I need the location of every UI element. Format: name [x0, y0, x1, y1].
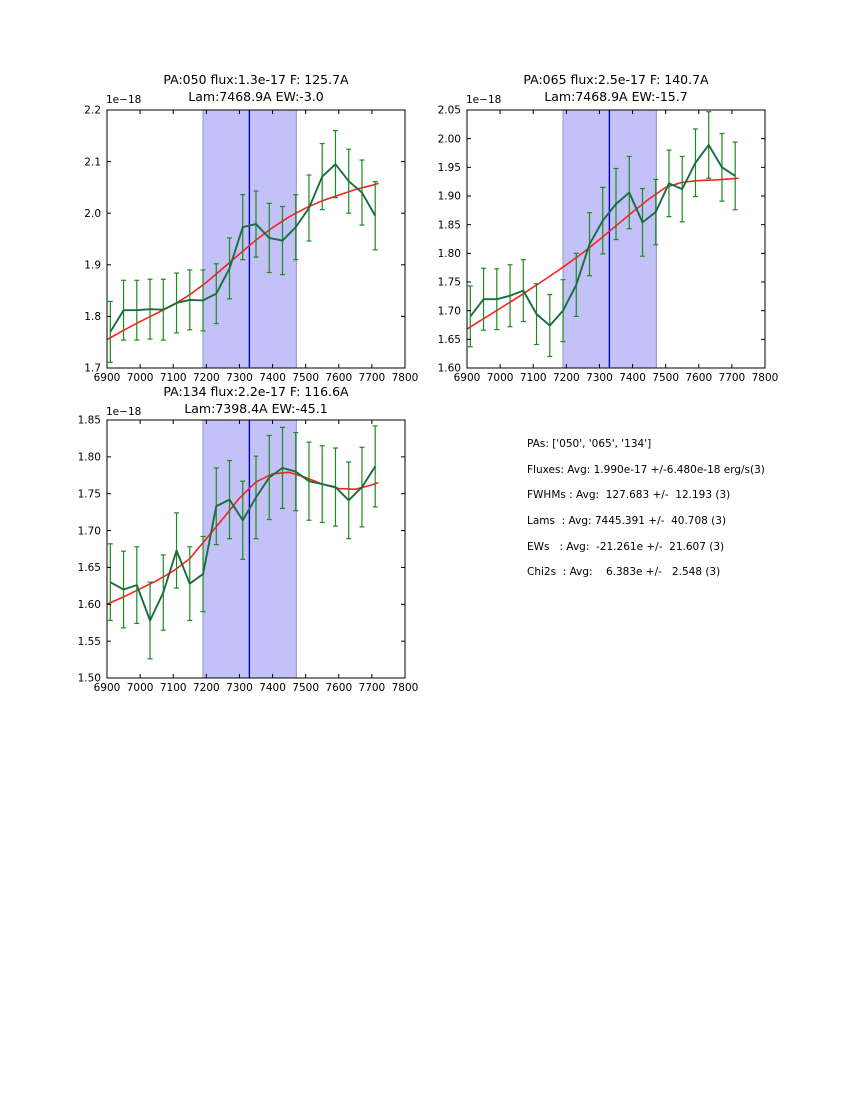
svg-text:7800: 7800: [391, 372, 419, 384]
svg-text:1.75: 1.75: [437, 276, 461, 289]
svg-text:1.95: 1.95: [437, 162, 461, 175]
svg-text:7000: 7000: [126, 682, 154, 694]
svg-text:1.90: 1.90: [437, 190, 461, 203]
svg-text:7600: 7600: [325, 372, 353, 384]
stats-chi2s: Chi2s : Avg: 6.383e +/- 2.548 (3): [527, 566, 721, 579]
chart3-title-line1: PA:134 flux:2.2e-17 F: 116.6A: [163, 384, 349, 399]
chart3-offset-label: 1e−18: [106, 406, 142, 418]
chart1-offset-label: 1e−18: [106, 94, 142, 106]
svg-text:7200: 7200: [192, 682, 220, 694]
stats-pas: PAs: ['050', '065', '134']: [527, 438, 652, 450]
svg-text:7700: 7700: [358, 372, 386, 384]
svg-text:7000: 7000: [486, 372, 514, 384]
svg-text:7100: 7100: [159, 372, 187, 384]
chart2-title-line2: Lam:7468.9A EW:-15.7: [544, 89, 688, 104]
chart2-offset-label: 1e−18: [466, 94, 502, 106]
svg-text:2.1: 2.1: [84, 156, 101, 169]
svg-text:2.00: 2.00: [437, 133, 461, 146]
chart1-title-line1: PA:050 flux:1.3e-17 F: 125.7A: [163, 72, 349, 87]
stats-ews: EWs : Avg: -21.261e +/- 21.607 (3): [527, 540, 725, 553]
svg-text:2.05: 2.05: [437, 104, 461, 117]
svg-text:1.75: 1.75: [77, 488, 101, 501]
svg-text:1.80: 1.80: [437, 248, 461, 261]
svg-text:1.70: 1.70: [77, 525, 101, 538]
svg-text:1.50: 1.50: [77, 672, 101, 685]
svg-text:1.70: 1.70: [437, 305, 461, 318]
svg-text:1.80: 1.80: [77, 451, 101, 464]
svg-text:1.55: 1.55: [77, 635, 101, 648]
svg-text:7300: 7300: [226, 682, 253, 694]
svg-text:7800: 7800: [751, 372, 779, 384]
svg-text:7800: 7800: [391, 682, 419, 694]
svg-text:7400: 7400: [259, 372, 286, 384]
svg-text:1.60: 1.60: [437, 362, 461, 375]
svg-text:6900: 6900: [93, 372, 121, 384]
svg-text:7400: 7400: [259, 682, 286, 694]
svg-text:7500: 7500: [292, 372, 320, 384]
svg-text:6900: 6900: [453, 372, 481, 384]
svg-text:7500: 7500: [292, 682, 320, 694]
svg-text:7100: 7100: [519, 372, 547, 384]
svg-text:7600: 7600: [325, 682, 353, 694]
svg-text:1.85: 1.85: [437, 219, 461, 232]
stats-panel: [527, 432, 765, 586]
svg-text:7000: 7000: [126, 372, 154, 384]
svg-text:1.8: 1.8: [84, 311, 101, 324]
svg-text:7200: 7200: [552, 372, 580, 384]
svg-text:7200: 7200: [192, 372, 220, 384]
svg-text:1.9: 1.9: [84, 259, 101, 272]
svg-text:1.60: 1.60: [77, 598, 101, 611]
svg-text:1.65: 1.65: [437, 334, 461, 347]
svg-text:7500: 7500: [652, 372, 680, 384]
svg-text:2.0: 2.0: [84, 207, 101, 220]
svg-text:6900: 6900: [93, 682, 121, 694]
stats-fluxes: Fluxes: Avg: 1.990e-17 +/-6.480e-18 erg/s(3): [527, 463, 765, 476]
svg-text:1.85: 1.85: [77, 414, 101, 427]
svg-text:7400: 7400: [619, 372, 646, 384]
svg-text:7100: 7100: [159, 682, 187, 694]
svg-text:7300: 7300: [226, 372, 253, 384]
svg-text:7700: 7700: [358, 682, 386, 694]
svg-text:7700: 7700: [718, 372, 746, 384]
stats-fwhms: FWHMs : Avg: 127.683 +/- 12.193 (3): [527, 489, 731, 502]
stats-lams: Lams : Avg: 7445.391 +/- 40.708 (3): [527, 515, 727, 528]
chart2-title-line1: PA:065 flux:2.5e-17 F: 140.7A: [523, 72, 709, 87]
chart1-title-line2: Lam:7468.9A EW:-3.0: [188, 89, 324, 104]
svg-text:7600: 7600: [685, 372, 713, 384]
chart3-title-line2: Lam:7398.4A EW:-45.1: [184, 401, 328, 416]
svg-text:1.65: 1.65: [77, 562, 101, 575]
svg-text:2.2: 2.2: [84, 104, 101, 117]
svg-text:7300: 7300: [586, 372, 613, 384]
svg-text:1.7: 1.7: [84, 362, 101, 375]
